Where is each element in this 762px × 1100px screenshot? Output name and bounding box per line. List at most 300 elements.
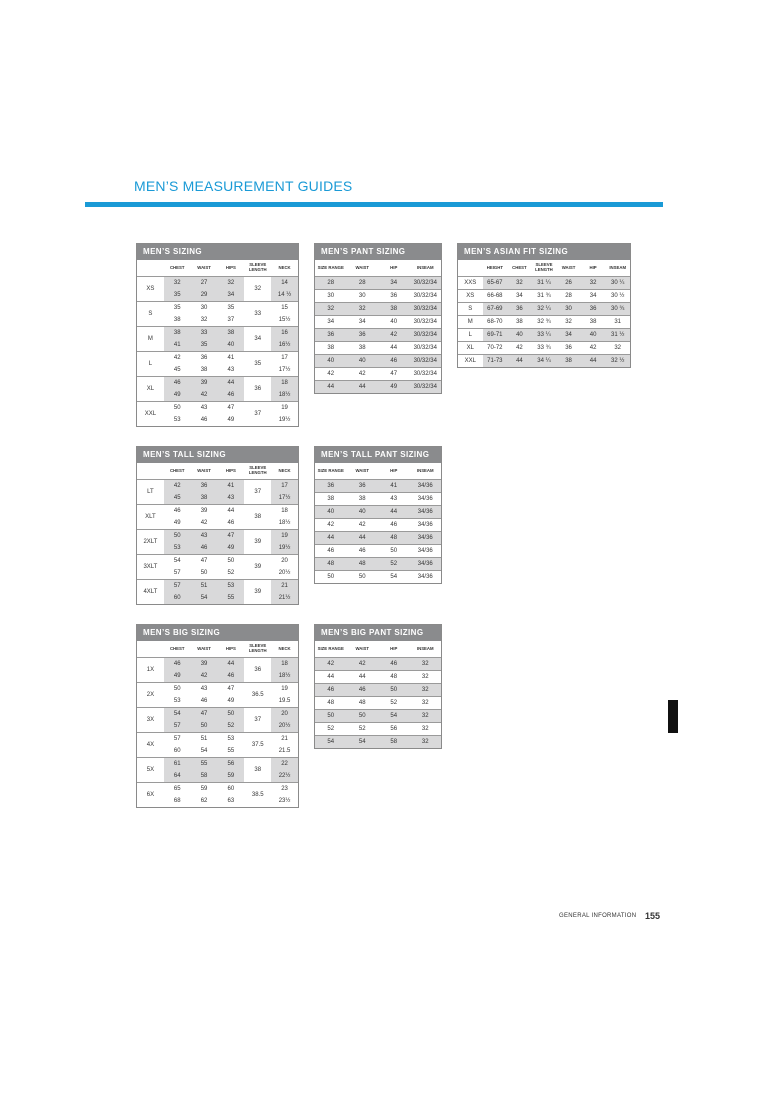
table-cell: 41 xyxy=(164,339,191,352)
table-cell: 17½ xyxy=(271,492,298,505)
size-label: 40 xyxy=(315,506,347,519)
table-cell: 36 xyxy=(507,303,532,316)
table-cell: 34 ¼ xyxy=(532,355,557,368)
table-cell: 67-69 xyxy=(483,303,508,316)
table-cell: 52 xyxy=(347,723,379,736)
table-row xyxy=(315,329,441,342)
column-header: HIP xyxy=(581,260,606,277)
mens-pant-sizing-table xyxy=(314,243,442,394)
table-cell: 46 xyxy=(378,658,410,671)
table-cell: 20 xyxy=(271,555,298,568)
table-row xyxy=(137,480,298,493)
table-cell: 16½ xyxy=(271,339,298,352)
table-cell: 46 xyxy=(164,505,191,518)
table-row xyxy=(315,277,441,290)
column-header: INSEAM xyxy=(410,463,442,480)
table-cell: 43 xyxy=(227,367,235,373)
table-cell: 30 xyxy=(556,303,581,316)
table-cell: 38 xyxy=(217,327,244,340)
table-cell: 46 xyxy=(191,542,218,555)
table-row xyxy=(315,519,441,532)
table-cell: 35 xyxy=(164,289,191,302)
size-label: S xyxy=(137,302,164,327)
table-cell: 54 xyxy=(378,710,410,723)
table-cell: 36 xyxy=(347,329,379,342)
table-row xyxy=(315,571,441,584)
table-cell: 42 xyxy=(581,342,606,355)
header-row xyxy=(137,641,298,658)
table-cell: 40 xyxy=(581,329,606,342)
table-cell: 70-72 xyxy=(483,342,508,355)
table-cell: 38 xyxy=(200,367,208,373)
table-cell: 28 xyxy=(556,290,581,303)
table-cell: 38 xyxy=(556,355,581,368)
table-body xyxy=(315,641,441,748)
size-label: XXL xyxy=(458,355,483,368)
table-cell: 49 xyxy=(173,520,181,526)
table-cell: 58 xyxy=(191,770,218,783)
column-header: SLEEVE LENGTH xyxy=(244,260,271,277)
table-cell: 50 xyxy=(217,708,244,721)
table-cell: 28 xyxy=(347,277,379,290)
table-cell: 40 xyxy=(347,355,379,368)
table-cell: 65 xyxy=(164,783,191,796)
size-label: XS xyxy=(137,277,164,302)
table-cell: 32 xyxy=(410,671,442,684)
table-row xyxy=(315,506,441,519)
table-cell: 55 xyxy=(227,748,235,754)
table-cell: 46 xyxy=(200,698,208,704)
table-cell: 36 xyxy=(191,480,218,493)
table-body xyxy=(137,641,298,807)
sleeve-length-cell: 36 xyxy=(244,658,271,683)
table-cell: 54 xyxy=(164,708,191,721)
table-cell: 38 xyxy=(191,492,218,505)
table-cell: 60 xyxy=(164,592,191,604)
table-cell: 44 xyxy=(378,506,410,519)
table-cell: 37 xyxy=(227,317,235,323)
table-cell: 47 xyxy=(191,708,218,721)
table-row xyxy=(315,558,441,571)
header-row xyxy=(137,463,298,480)
table-cell: 32 xyxy=(410,684,442,697)
table-title: MEN’S ASIAN FIT SIZING xyxy=(458,244,630,260)
table-cell: 42 xyxy=(191,670,218,683)
table-cell: 44 xyxy=(347,381,379,394)
table-row xyxy=(137,352,298,365)
table-cell: 41 xyxy=(378,480,410,493)
table-cell: 15 xyxy=(271,302,298,315)
size-label: 6X xyxy=(137,783,164,808)
table-cell: 23½ xyxy=(278,798,291,804)
table-cell: 51 xyxy=(191,580,218,593)
table-cell: 32 ¾ xyxy=(532,316,557,329)
column-header: HIP xyxy=(378,641,410,658)
size-label: 44 xyxy=(315,671,347,684)
table-row xyxy=(137,555,298,568)
table-cell: 43 xyxy=(217,492,244,505)
mens-tall-sizing-table xyxy=(136,446,299,605)
table-cell: 30/32/34 xyxy=(410,368,442,381)
sleeve-length-cell: 38 xyxy=(244,758,271,783)
table-cell: 64 xyxy=(164,770,191,783)
table-cell: 56 xyxy=(217,758,244,771)
table-cell: 27 xyxy=(191,277,218,290)
table-cell: 33 ¼ xyxy=(532,329,557,342)
table-cell: 57 xyxy=(164,733,191,746)
sleeve-length-cell: 37.5 xyxy=(244,733,271,758)
table-cell: 36 xyxy=(378,290,410,303)
table-cell: 46 xyxy=(217,670,244,683)
size-label: 34 xyxy=(315,316,347,329)
section-tab-marker xyxy=(668,700,678,733)
table-cell: 33 xyxy=(191,327,218,340)
table-cell: 35 xyxy=(191,339,218,352)
column-header: NECK xyxy=(271,260,298,277)
title-rule xyxy=(85,202,663,207)
column-header xyxy=(137,641,164,658)
table-body xyxy=(315,463,441,583)
column-header: SLEEVE LENGTH xyxy=(532,260,557,277)
table-cell: 34/36 xyxy=(410,519,442,532)
table-row xyxy=(315,303,441,316)
column-header: HIP xyxy=(378,463,410,480)
table-cell: 53 xyxy=(217,733,244,746)
table-cell: 50 xyxy=(164,683,191,696)
column-header: CHEST xyxy=(164,463,191,480)
table-row xyxy=(458,277,630,290)
table-cell: 52 xyxy=(378,697,410,710)
table-cell: 31 xyxy=(605,316,630,329)
table-row xyxy=(137,708,298,721)
size-label: 42 xyxy=(315,658,347,671)
size-label: LT xyxy=(137,480,164,505)
column-header: HEIGHT xyxy=(483,260,508,277)
table-cell: 46 xyxy=(378,355,410,368)
table-row xyxy=(315,545,441,558)
size-label: 36 xyxy=(315,480,347,493)
sleeve-length-cell: 37 xyxy=(244,708,271,733)
size-label: L xyxy=(458,329,483,342)
table-cell: 17 xyxy=(271,480,298,493)
table-body xyxy=(315,260,441,393)
page-title: MEN’S MEASUREMENT GUIDES xyxy=(134,178,353,194)
table-cell: 21½ xyxy=(271,592,298,604)
size-label: 46 xyxy=(315,684,347,697)
table-cell: 32 xyxy=(507,277,532,290)
column-header: SLEEVE LENGTH xyxy=(244,463,271,480)
column-header: WAIST xyxy=(191,641,218,658)
size-label: 46 xyxy=(315,545,347,558)
sleeve-length-cell: 34 xyxy=(244,327,271,352)
table-cell: 68 xyxy=(173,798,181,804)
table-cell: 21 xyxy=(271,580,298,593)
table-row xyxy=(458,329,630,342)
table-cell: 49 xyxy=(378,381,410,394)
sleeve-length-cell: 38.5 xyxy=(244,783,271,808)
table-cell: 30/32/34 xyxy=(410,316,442,329)
table-row xyxy=(137,327,298,340)
table-cell: 50 xyxy=(164,402,191,415)
table-row xyxy=(137,733,298,746)
table-cell: 40 xyxy=(217,339,244,352)
table-row xyxy=(137,530,298,543)
table-cell: 40 xyxy=(378,316,410,329)
sleeve-length-cell: 39 xyxy=(244,580,271,605)
table-cell: 21 xyxy=(271,733,298,746)
column-header: WAIST xyxy=(347,463,379,480)
table-row xyxy=(137,302,298,315)
table-cell: 32 xyxy=(605,342,630,355)
table-cell: 53 xyxy=(217,580,244,593)
table-cell: 34 xyxy=(581,290,606,303)
size-label: 50 xyxy=(315,571,347,584)
table-cell: 30 ¼ xyxy=(605,277,630,290)
column-header: HIPS xyxy=(217,463,244,480)
table-cell: 36 xyxy=(191,352,218,365)
table-cell: 19½ xyxy=(271,542,298,555)
size-label: 2X xyxy=(137,683,164,708)
table-row xyxy=(458,355,630,368)
table-body xyxy=(137,260,298,426)
table-cell: 47 xyxy=(378,368,410,381)
column-header: INSEAM xyxy=(410,260,442,277)
header-row xyxy=(315,641,441,658)
header-row xyxy=(137,260,298,277)
table-cell: 18 xyxy=(271,377,298,390)
table-cell: 47 xyxy=(217,530,244,543)
size-label: 48 xyxy=(315,558,347,571)
table-cell: 14 xyxy=(271,277,298,290)
table-body xyxy=(137,463,298,604)
table-title: MEN’S BIG PANT SIZING xyxy=(315,625,441,641)
size-label: 5X xyxy=(137,758,164,783)
table-cell: 38 xyxy=(581,316,606,329)
table-row xyxy=(137,402,298,415)
table-cell: 60 xyxy=(217,783,244,796)
table-cell: 30/32/34 xyxy=(410,381,442,394)
table-cell: 42 xyxy=(347,658,379,671)
table-cell: 42 xyxy=(507,342,532,355)
table-cell: 22½ xyxy=(271,770,298,783)
table-row xyxy=(458,342,630,355)
column-header: NECK xyxy=(271,641,298,658)
column-header: HIPS xyxy=(217,641,244,658)
table-row xyxy=(315,723,441,736)
table-cell: 29 xyxy=(191,289,218,302)
table-cell: 58 xyxy=(378,736,410,749)
table-cell: 69-71 xyxy=(483,329,508,342)
table-row xyxy=(137,580,298,593)
table-cell: 18½ xyxy=(278,520,291,526)
column-header: WAIST xyxy=(191,463,218,480)
table-cell: 35 xyxy=(217,302,244,315)
table-cell: 49 xyxy=(217,542,244,555)
table-cell: 32 ½ xyxy=(605,355,630,368)
table-cell: 54 xyxy=(164,555,191,568)
table-cell: 50 xyxy=(347,571,379,584)
column-header: SIZE RANGE xyxy=(315,641,347,658)
size-label: 4XLT xyxy=(137,580,164,605)
table-cell: 50 xyxy=(200,570,208,576)
size-label: 3X xyxy=(137,708,164,733)
table-cell: 49 xyxy=(164,670,191,683)
mens-big-pant-sizing-table xyxy=(314,624,442,749)
table-row xyxy=(315,710,441,723)
table-cell: 47 xyxy=(217,402,244,415)
table-cell: 15½ xyxy=(278,317,291,323)
table-row xyxy=(315,480,441,493)
table-cell: 42 xyxy=(347,368,379,381)
header-row xyxy=(315,463,441,480)
mens-sizing-table xyxy=(136,243,299,427)
size-label: 36 xyxy=(315,329,347,342)
table-cell: 30 ½ xyxy=(605,290,630,303)
table-cell: 44 xyxy=(217,658,244,671)
sleeve-length-cell: 36.5 xyxy=(244,683,271,708)
table-cell: 32 xyxy=(410,736,442,749)
table-cell: 49 xyxy=(164,389,191,402)
size-label: XXL xyxy=(137,402,164,427)
table-cell: 50 xyxy=(164,530,191,543)
table-cell: 34 xyxy=(347,316,379,329)
sleeve-length-cell: 35 xyxy=(244,352,271,377)
size-label: 44 xyxy=(315,381,347,394)
table-cell: 44 xyxy=(378,342,410,355)
table-cell: 57 xyxy=(173,570,181,576)
table-title: MEN’S SIZING xyxy=(137,244,298,260)
size-label: XXS xyxy=(458,277,483,290)
table-cell: 32 xyxy=(410,723,442,736)
size-label: 4X xyxy=(137,733,164,758)
table-title: MEN’S TALL SIZING xyxy=(137,447,298,463)
table-cell: 16 xyxy=(271,327,298,340)
table-row xyxy=(137,277,298,290)
table-cell: 54 xyxy=(191,592,218,604)
column-header: SIZE RANGE xyxy=(315,260,347,277)
table-cell: 39 xyxy=(191,377,218,390)
mens-tall-pant-sizing-table xyxy=(314,446,442,584)
table-cell: 55 xyxy=(217,592,244,604)
table-cell: 17 xyxy=(271,352,298,365)
table-cell: 32 ¼ xyxy=(532,303,557,316)
size-label: 38 xyxy=(315,342,347,355)
sleeve-length-cell: 32 xyxy=(244,277,271,302)
table-cell: 48 xyxy=(378,671,410,684)
table-cell: 40 xyxy=(507,329,532,342)
column-header xyxy=(137,463,164,480)
table-cell: 36 xyxy=(581,303,606,316)
table-row xyxy=(315,697,441,710)
table-cell: 59 xyxy=(217,770,244,783)
table-cell: 36 xyxy=(556,342,581,355)
column-header: INSEAM xyxy=(605,260,630,277)
table-cell: 61 xyxy=(164,758,191,771)
table-cell: 19 xyxy=(271,402,298,415)
column-header: SLEEVE LENGTH xyxy=(244,641,271,658)
table-cell: 66-68 xyxy=(483,290,508,303)
table-cell: 30/32/34 xyxy=(410,277,442,290)
table-cell: 51 xyxy=(191,733,218,746)
table-cell: 43 xyxy=(191,402,218,415)
table-cell: 49 xyxy=(227,698,235,704)
mens-big-sizing-table xyxy=(136,624,299,808)
table-cell: 50 xyxy=(378,545,410,558)
table-row xyxy=(315,355,441,368)
size-label: 54 xyxy=(315,736,347,749)
table-cell: 31 ¼ xyxy=(532,277,557,290)
sleeve-length-cell: 33 xyxy=(244,302,271,327)
table-row xyxy=(458,316,630,329)
table-cell: 19.5 xyxy=(278,698,291,704)
table-cell: 30/32/34 xyxy=(410,290,442,303)
table-row xyxy=(315,368,441,381)
table-cell: 20½ xyxy=(278,570,291,576)
table-cell: 19 xyxy=(271,530,298,543)
table-cell: 52 xyxy=(378,558,410,571)
table-cell: 53 xyxy=(164,542,191,555)
table-cell: 34/36 xyxy=(410,493,442,506)
table-cell: 35 xyxy=(164,302,191,315)
table-row xyxy=(315,658,441,671)
table-cell: 32 xyxy=(200,317,208,323)
table-cell: 46 xyxy=(164,658,191,671)
table-cell: 38 xyxy=(164,327,191,340)
table-cell: 26 xyxy=(556,277,581,290)
table-cell: 36 xyxy=(347,480,379,493)
table-cell: 42 xyxy=(164,352,191,365)
table-cell: 45 xyxy=(164,492,191,505)
table-cell: 34 xyxy=(378,277,410,290)
size-label: 3XLT xyxy=(137,555,164,580)
column-header: SIZE RANGE xyxy=(315,463,347,480)
table-cell: 34/36 xyxy=(410,480,442,493)
size-label: 2XLT xyxy=(137,530,164,555)
table-row xyxy=(137,505,298,518)
table-cell: 34 xyxy=(217,289,244,302)
size-label: S xyxy=(458,303,483,316)
size-label: L xyxy=(137,352,164,377)
table-cell: 60 xyxy=(173,748,181,754)
column-header: WAIST xyxy=(347,641,379,658)
size-label: 48 xyxy=(315,697,347,710)
table-cell: 43 xyxy=(191,530,218,543)
table-cell: 44 xyxy=(507,355,532,368)
table-cell: 71-73 xyxy=(483,355,508,368)
table-cell: 48 xyxy=(347,558,379,571)
table-cell: 21.5 xyxy=(278,748,291,754)
table-cell: 32 xyxy=(410,710,442,723)
table-cell: 18 xyxy=(271,505,298,518)
table-cell: 32 xyxy=(581,277,606,290)
table-cell: 57 xyxy=(164,720,191,733)
table-cell: 44 xyxy=(347,532,379,545)
table-cell: 46 xyxy=(217,389,244,402)
table-cell: 33 ¾ xyxy=(532,342,557,355)
size-label: 32 xyxy=(315,303,347,316)
table-cell: 40 xyxy=(347,506,379,519)
table-cell: 46 xyxy=(227,520,235,526)
sleeve-length-cell: 36 xyxy=(244,377,271,402)
column-header: HIP xyxy=(378,260,410,277)
table-title: MEN’S TALL PANT SIZING xyxy=(315,447,441,463)
table-cell: 63 xyxy=(227,798,235,804)
column-header: HIPS xyxy=(217,260,244,277)
table-cell: 19½ xyxy=(278,417,291,423)
table-cell: 34/36 xyxy=(410,506,442,519)
sleeve-length-cell: 37 xyxy=(244,402,271,427)
table-cell: 32 xyxy=(556,316,581,329)
